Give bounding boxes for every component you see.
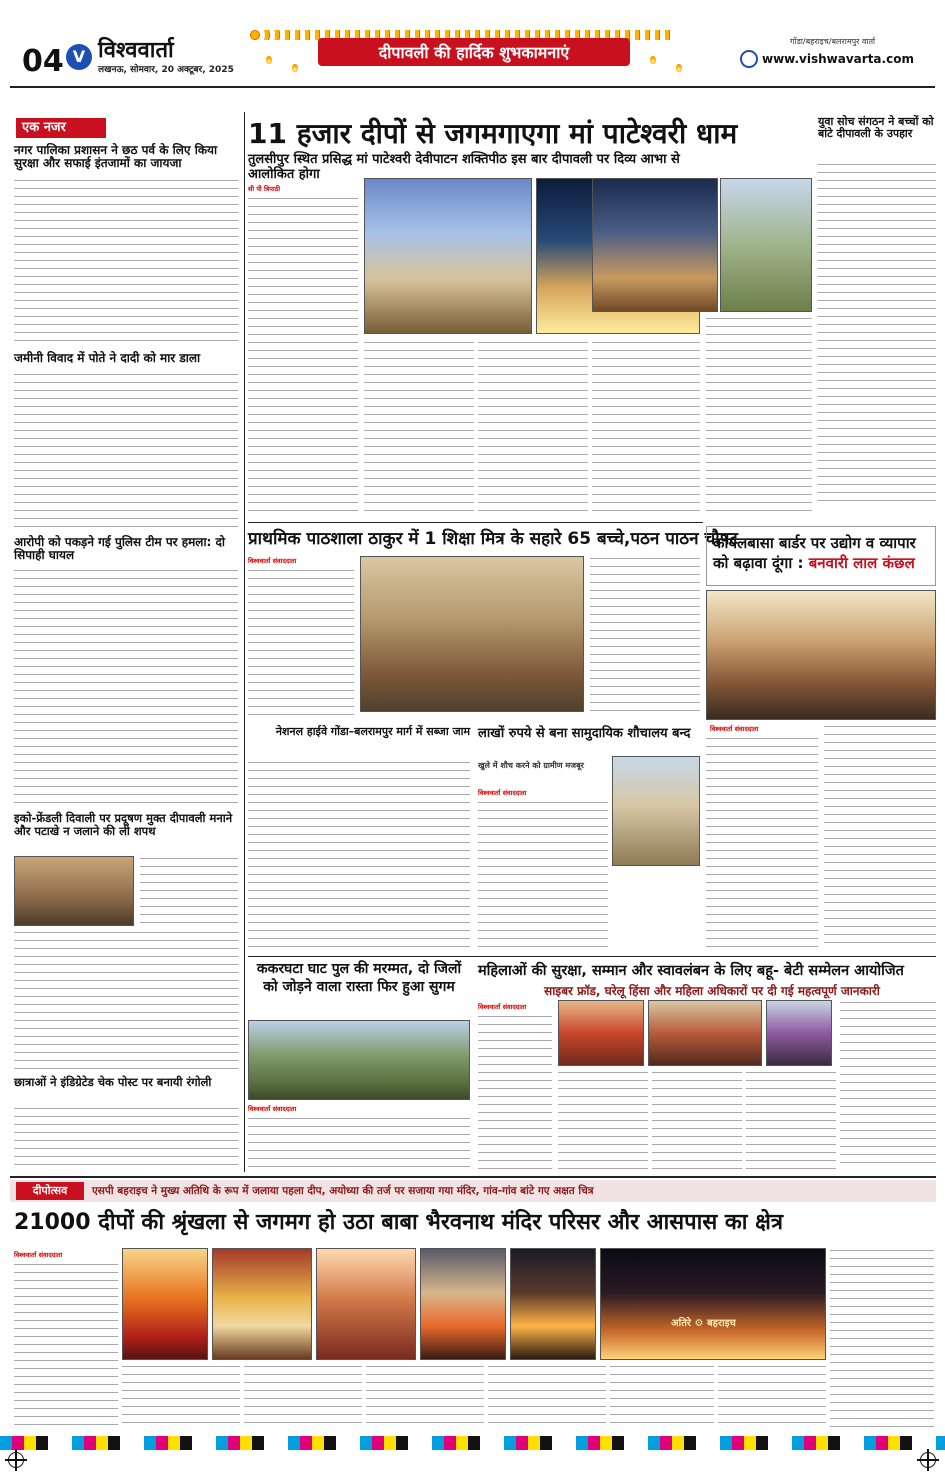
toilet-byline: विश्ववार्ता संवाददाता [478,789,527,797]
deepotsav-body-col4 [366,1364,484,1428]
ek-nazar-story1-title: नगर पालिका प्रशासन ने छठ पर्व के लिए किया सुरक्षा और सफाई इंतजामों का जायजा [14,143,218,171]
page-number: 04 [22,44,64,79]
story1-body [14,178,238,346]
paper-name: विश्ववार्ता [98,38,174,63]
women-body-col2 [558,1070,648,1170]
deepotsav-photo-2 [212,1248,312,1360]
bridge-body [248,1116,470,1170]
women-body-col5 [840,1000,936,1170]
bridge-story [248,960,470,1172]
banner-text: दीपावली की हार्दिक शुभकामनाएं [378,43,570,62]
bridge-byline: विश्ववार्ता संवाददाता [248,1105,297,1113]
ek-nazar-story4-title: इको-फ्रेंडली दिवाली पर प्रदूषण मुक्त दीपावली मनाने और पटाखे न जलाने की ली शपथ [14,811,233,838]
koyla-photo [706,590,936,720]
koyla-byline: विश्ववार्ता संवाददाता [710,725,759,733]
dateline: लखनऊ, सोमवार, 20 अक्टूबर, 2025 [98,65,234,75]
diya-icon [292,64,298,72]
bridge-headline: ककरघटा घाट पुल की मरम्मत, दो जिलों को जोड़ने वाला रास्ता फिर हुआ सुगम [256,961,462,995]
women-body-col1 [478,1014,552,1170]
deepotsav-body-col1 [14,1262,118,1428]
toilet-story [478,726,700,956]
story5-body [14,1106,238,1168]
koyla-headline-part1: कोयलबासा बार्डर पर उद्योग व व्यापार को बढ़ावा दूंगा : [713,534,916,572]
toilet-photo [612,756,700,866]
classroom-photo [360,556,584,712]
women-headline: महिलाओं की सुरक्षा, सम्मान और स्वावलंबन के लिए बहू- बेटी सम्मेलन आयोजित [478,963,904,979]
diya-icon [676,64,682,72]
women-photo-3 [766,1000,832,1066]
deepotsav-byline: विश्ववार्ता संवाददाता [14,1251,63,1259]
registration-mark-icon [920,1452,936,1468]
deepotsav-label: दीपोत्सव [16,1182,84,1200]
ek-nazar-story2-title: जमीनी विवाद में पोते ने दादी को मार डाला [14,351,201,365]
lead-body-col4 [592,340,700,516]
koyla-headline-part2: बनवारी लाल कंछल [808,554,915,572]
toilet-headline: लाखों रुपये से बना सामुदायिक शौचालय बन्द [478,726,691,741]
deepotsav-body-col2 [122,1364,240,1428]
lead-story [248,112,738,522]
diya-icon [266,56,272,64]
lead-byline: सी पी त्रिपाठी [248,185,281,193]
women-body-col4 [746,1070,836,1170]
toilet-subhead: खुले में शौच करने को ग्रामीण मजबूर [478,761,584,770]
story3-body [14,568,238,808]
deepotsav-photo-3 [316,1248,416,1360]
lead-headline [248,114,738,152]
story4-side [140,856,238,926]
koyla-body-col1 [706,736,818,948]
left-column-rule [244,112,245,1172]
women-photo-1 [558,1000,644,1066]
logo-v-icon: V [66,44,92,70]
temple-photo-1 [364,178,532,334]
women-subhead: साइबर फ्रॉड, घरेलू हिंसा और महिला अधिकारों पर दी गई महत्वपूर्ण जानकारी [544,984,880,998]
deepotsav-body-col-right [830,1248,934,1428]
school-byline: विश्ववार्ता संवाददाता [248,557,297,565]
lead-body-col2 [364,340,474,516]
region-label: गोंडा/बहराइच/बलरामपुर वार्ता [790,37,876,46]
deepotsav-photo-6 [600,1248,826,1360]
diya-icon [650,56,656,64]
women-photo-2 [648,1000,762,1066]
temple-photo-4 [720,178,812,312]
koyla-headline [713,533,933,573]
students-photo [14,856,134,926]
bridge-photo [248,1020,470,1100]
globe-icon [740,50,758,68]
school-headline: प्राथमिक पाठशाला ठाकुर में 1 शिक्षा मित्र के सहारे 65 बच्चे,पठन पाठन चौपट [248,529,738,549]
section-rule [10,1176,936,1178]
lead-headline-part1: 11 हजार दीपों से जगमगाएगा [248,117,560,150]
women-story [478,960,936,1172]
deepotsav-photo-4 [420,1248,506,1360]
story2-body [14,372,238,530]
ek-nazar-column [10,112,242,1172]
lead-subhead: तुलसीपुर स्थित प्रसिद्ध मां पाटेश्वरी देवीपाटन शक्तिपीठ इस बार दीपावली पर दिव्य आभा से आलोकित होगा [248,152,680,182]
deepotsav-body-col3 [244,1364,362,1428]
temple-photo-3 [592,178,718,312]
deepotsav-body-col6 [610,1364,714,1428]
ek-nazar-label: एक नजर [16,118,106,138]
print-color-bar [0,1436,945,1450]
women-byline: विश्ववार्ता संवाददाता [478,1003,527,1011]
koyla-body-col2 [824,724,936,948]
masthead-rule [10,86,935,88]
deepotsav-headline: 21000 दीपों की श्रृंखला से जगमग हो उठा बाबा भैरवनाथ मंदिर परिसर और आसपास का क्षेत्र [14,1210,784,1235]
yuva-soch-body [818,162,936,508]
women-body-col3 [652,1070,742,1170]
yuva-soch-story [818,112,936,512]
deepotsav-strap: एसपी बहराइच ने मुख्य अतिथि के रूप में जलाया पहला दीप, अयोध्या की तर्ज पर सजाया गया मंदिर, गांव-गांव बांटे गए अक्षत चित्र [92,1185,594,1197]
school-body-col2 [590,556,700,718]
toilet-body [478,800,608,952]
deepotsav-body-col5 [488,1364,606,1428]
deepotsav-photo-sign: अतिरे ⚙ बहराइच [671,1318,736,1329]
ek-nazar-story3-title: आरोपी को पकड़ने गई पुलिस टीम पर हमला: दो सिपाही घायल [14,535,226,563]
masthead [0,0,945,90]
section-rule [248,956,936,957]
lead-body-col5 [706,316,812,516]
highway-body [248,760,470,950]
lead-body-col1 [248,196,358,516]
registration-mark-icon [8,1452,24,1468]
story4-body [14,930,238,1072]
website-link[interactable]: www.vishwavarta.com [762,52,914,66]
deepotsav-photo-5 [510,1248,596,1360]
section-rule [248,522,703,523]
koyla-story [706,526,936,586]
lead-body-col3 [478,340,588,516]
deepotsav-photo-1 [122,1248,208,1360]
lead-headline-part2: मां पाटेश्वरी धाम [569,117,738,150]
highway-headline: नेशनल हाईवे गोंडा–बलरामपुर मार्ग में सब्जा जाम [275,725,471,738]
school-story [248,526,738,726]
deepotsav-body-col7 [718,1364,826,1428]
ek-nazar-story5-title: छात्राओं ने इंडिग्रेटेड चेक पोस्ट पर बनायी रंगोली [14,1075,212,1089]
school-body-col1 [248,568,354,718]
yuva-soch-headline: युवा सोच संगठन ने बच्चों को बांटे दीपावली के उपहार [818,115,934,141]
